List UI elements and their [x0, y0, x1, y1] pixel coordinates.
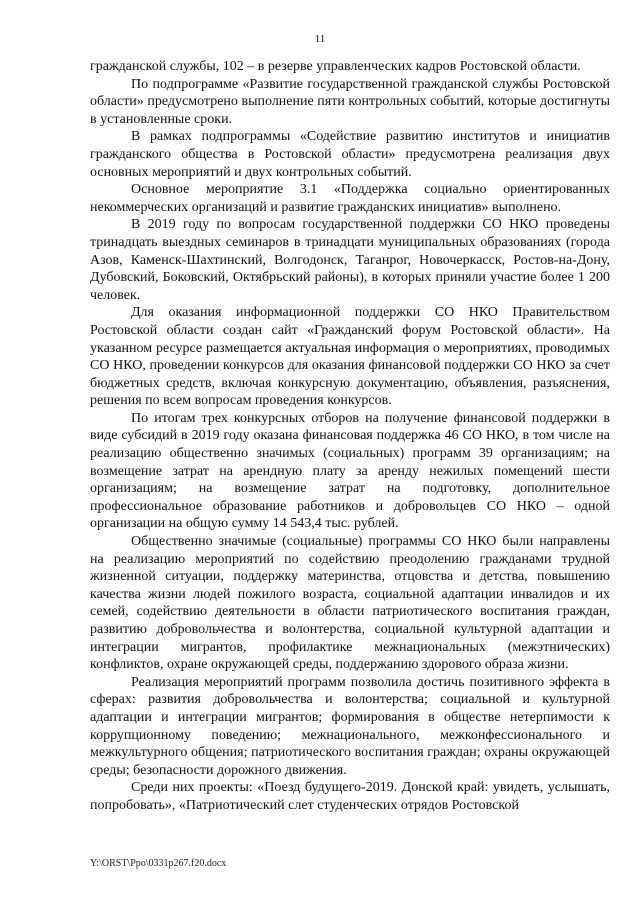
paragraph-information-support: Для оказания информационной поддержки СО НКО Правительством Ростовской области создан сайт «Гражданский форум Ростовской области». На указанном ресурсе размещается актуальная информация о мероприятиях, проводимых СО НКО, проведении конкурсов для оказания финансовой поддержки СО НКО за счет бюджетных средств, включая конкурсную документацию, объявления, разъяснения, решения по всем вопросам проведения конкурсов.	[90, 305, 610, 409]
page-number: 11	[314, 33, 326, 45]
paragraph-subprogram-civil-service: По подпрограмме «Развитие государственной гражданской службы Ростовской области» предусмотрено выполнение пяти контрольных событий, которые достигнуты в установленные сроки.	[90, 76, 610, 127]
paragraph-subprogram-civil-society: В рамках подпрограммы «Содействие развитию институтов и инициатив гражданского общества в Ростовской области» предусмотрена реализация двух основных мероприятий и двух контрольных событий.	[90, 129, 610, 180]
document-body	[90, 58, 610, 815]
paragraph-seminars-2019: В 2019 году по вопросам государственной поддержки СО НКО проведены тринадцать выездных семинаров в тринадцати муниципальных образованиях (города Азов, Каменск-Шахтинский, Волгодонск, Таганрог, Новочеркасск, Ростов-на-Дону, Дубовский, Боковский, Октябрьский районы), в которых приняли участие более 1 200 человек.	[90, 217, 610, 303]
paragraph-main-measure-3-1: Основное мероприятие 3.1 «Поддержка социально ориентированных некоммерческих организаций и развитие гражданских инициатив» выполнено.	[90, 182, 610, 215]
paragraph-continuation: гражданской службы, 102 – в резерве управленческих кадров Ростовской области.	[90, 59, 581, 74]
footer-file-path: Y:\ORST\Ppo\0331p267.f20.docx	[90, 858, 227, 869]
paragraph-social-programs: Общественно значимые (социальные) программы СО НКО были направлены на реализацию мероприятий по содействию преодолению гражданами трудной жизненной ситуации, поддержку материнства, отцовства и детства, повышению качества жизни людей пожилого возраста, социальной адаптации инвалидов и их семей, содействию деятельности в области патриотического воспитания граждан, развитию добровольчества и волонтерства, социальной культурной адаптации и интеграции мигрантов, профилактике межнациональных (межэтнических) конфликтов, охране окружающей среды, поддержанию здорового образа жизни.	[90, 534, 610, 673]
paragraph-competitive-selection: По итогам трех конкурсных отборов на получение финансовой поддержки в виде субсидий в 2019 году оказана финансовая поддержка 46 СО НКО, в том числе на реализацию общественно значимых (социальных) программ 39 организациям; на возмещение затрат на арендную плату за аренду нежилых помещений шести организациям; на возмещение затрат на подготовку, дополнительное профессиональное образование работников и добровольцев СО НКО – одной организации на общую сумму 14 543,4 тыс. рублей.	[90, 410, 610, 532]
paragraph-projects: Среди них проекты: «Поезд будущего-2019. Донской край: увидеть, услышать, попробовать», «Патриотический слет студенческих отрядов Ростовской	[90, 780, 610, 813]
paragraph-program-results: Реализация мероприятий программ позволила достичь позитивного эффекта в сферах: развития добровольчества и волонтерства; социальной и культурной адаптации и интеграции мигрантов; формирования в обществе нетерпимости к коррупционному поведению; межнационального, межконфессионального и межкультурного общения; патриотического воспитания граждан; охраны окружающей среды; безопасности дорожного движения.	[90, 674, 610, 778]
